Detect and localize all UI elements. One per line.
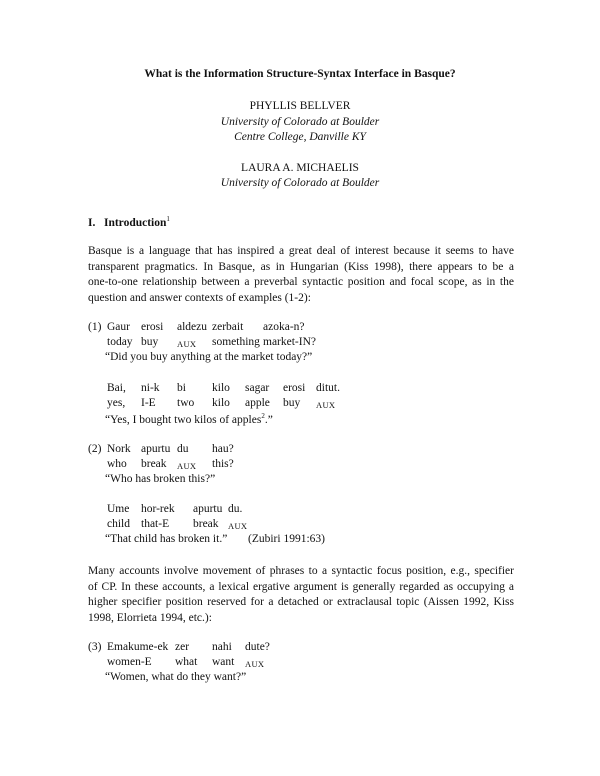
gloss-word: AUX <box>316 400 336 410</box>
example-word: aldezu <box>177 321 208 333</box>
example-number: (2) <box>88 443 102 455</box>
gloss-word: AUX <box>245 659 265 669</box>
translation: “Women, what do they want?” <box>105 671 247 683</box>
gloss-word: break <box>193 518 219 530</box>
example-word: ni-k <box>141 382 160 394</box>
paragraph-line: question and answer contexts of examples (1-2): <box>88 291 311 304</box>
example-word: hor-rek <box>141 503 175 515</box>
gloss-word: today <box>107 336 133 348</box>
translation-end: .” <box>264 414 273 426</box>
example-word: Nork <box>107 443 131 455</box>
translation: “Who has broken this?” <box>105 473 216 485</box>
gloss-word: what <box>175 656 198 668</box>
gloss-word: AUX <box>177 461 197 471</box>
paragraph-line: 1998, Elorrieta 1994, etc.): <box>88 611 212 624</box>
section-heading <box>88 215 170 229</box>
translation: “That child has broken it.” <box>105 533 228 545</box>
author-affiliation: Centre College, Danville KY <box>234 131 366 143</box>
example-word: Emakume-ek <box>107 641 169 653</box>
gloss-word: buy <box>141 336 159 348</box>
example-word: Gaur <box>107 321 130 333</box>
footnote-marker: 2 <box>261 412 265 420</box>
example-word: erosi <box>141 321 164 333</box>
gloss-word: break <box>141 458 167 470</box>
example-number: (3) <box>88 641 102 653</box>
translation <box>105 412 273 426</box>
example-word: bi <box>177 382 186 394</box>
author-affiliation: University of Colorado at Boulder <box>220 177 380 189</box>
author-name: PHYLLIS BELLVER <box>249 100 351 112</box>
example-word: azoka-n? <box>263 321 305 333</box>
example-word: du <box>177 443 189 455</box>
gloss-word: that-E <box>141 518 170 530</box>
example-word: zer <box>175 641 190 653</box>
paragraph-line: of CP. In these accounts, a lexical ergative argument is generally regarded as occupying a <box>88 580 514 593</box>
example-word: erosi <box>283 382 306 394</box>
gloss-word: kilo <box>212 397 230 409</box>
example-word: du. <box>228 503 243 515</box>
example-word: kilo <box>212 382 230 394</box>
gloss-word: want <box>212 656 235 668</box>
example-number: (1) <box>88 321 102 333</box>
gloss-word: this? <box>212 458 234 470</box>
example-word: sagar <box>245 382 270 394</box>
gloss-word: I-E <box>141 397 156 409</box>
gloss-word: AUX <box>177 339 197 349</box>
paragraph-line: higher specifier position reserved for a detached or extraclausal topic (Aissen 1992, Kiss <box>88 596 514 608</box>
example-word: Ume <box>107 503 130 515</box>
translation-text: “Yes, I bought two kilos of apples <box>105 414 262 426</box>
paragraph-line: one-to-one relationship between a preverbal syntactic position and focal scope, as in the <box>88 276 514 288</box>
gloss-word: child <box>107 518 130 530</box>
example-word: nahi <box>212 641 232 653</box>
example-word: ditut. <box>316 382 340 394</box>
gloss-word: women-E <box>107 656 152 668</box>
example-word: zerbait <box>212 321 244 333</box>
gloss-word: something <box>212 336 260 348</box>
paragraph-line: Many accounts involve movement of phrases to a syntactic focus position, e.g., specifier <box>88 565 514 577</box>
example-word: apurtu <box>193 503 223 515</box>
section-number: I. <box>88 217 96 229</box>
citation: (Zubiri 1991:63) <box>248 533 325 545</box>
intro-paragraph <box>88 244 514 306</box>
example-word: apurtu <box>141 443 171 455</box>
gloss-word: AUX <box>228 521 248 531</box>
paragraph-line: Basque is a language that has inspired a great deal of interest because it seems to have <box>88 245 514 257</box>
gloss-word: buy <box>283 397 301 409</box>
example-word: hau? <box>212 443 234 455</box>
footnote-marker: 1 <box>166 215 170 223</box>
translation: “Did you buy anything at the market today?” <box>105 351 313 363</box>
author-name: LAURA A. MICHAELIS <box>241 162 359 174</box>
example-word: Bai, <box>107 382 126 394</box>
body-paragraph <box>88 564 514 626</box>
author-affiliation: University of Colorado at Boulder <box>220 116 380 128</box>
gloss-word: apple <box>245 397 270 409</box>
paper-title: What is the Information Structure-Syntax Interface in Basque? <box>144 68 456 80</box>
example-word: dute? <box>245 641 270 653</box>
gloss-word: two <box>177 397 195 409</box>
gloss-word: market-IN? <box>263 336 316 348</box>
gloss-word: who <box>107 458 127 470</box>
gloss-word: yes, <box>107 397 126 409</box>
paragraph-line: transparent pragmatics. In Basque, as in Hungarian (Kiss 1998), there appears to be a <box>88 260 514 273</box>
section-title: Introduction <box>103 217 167 229</box>
